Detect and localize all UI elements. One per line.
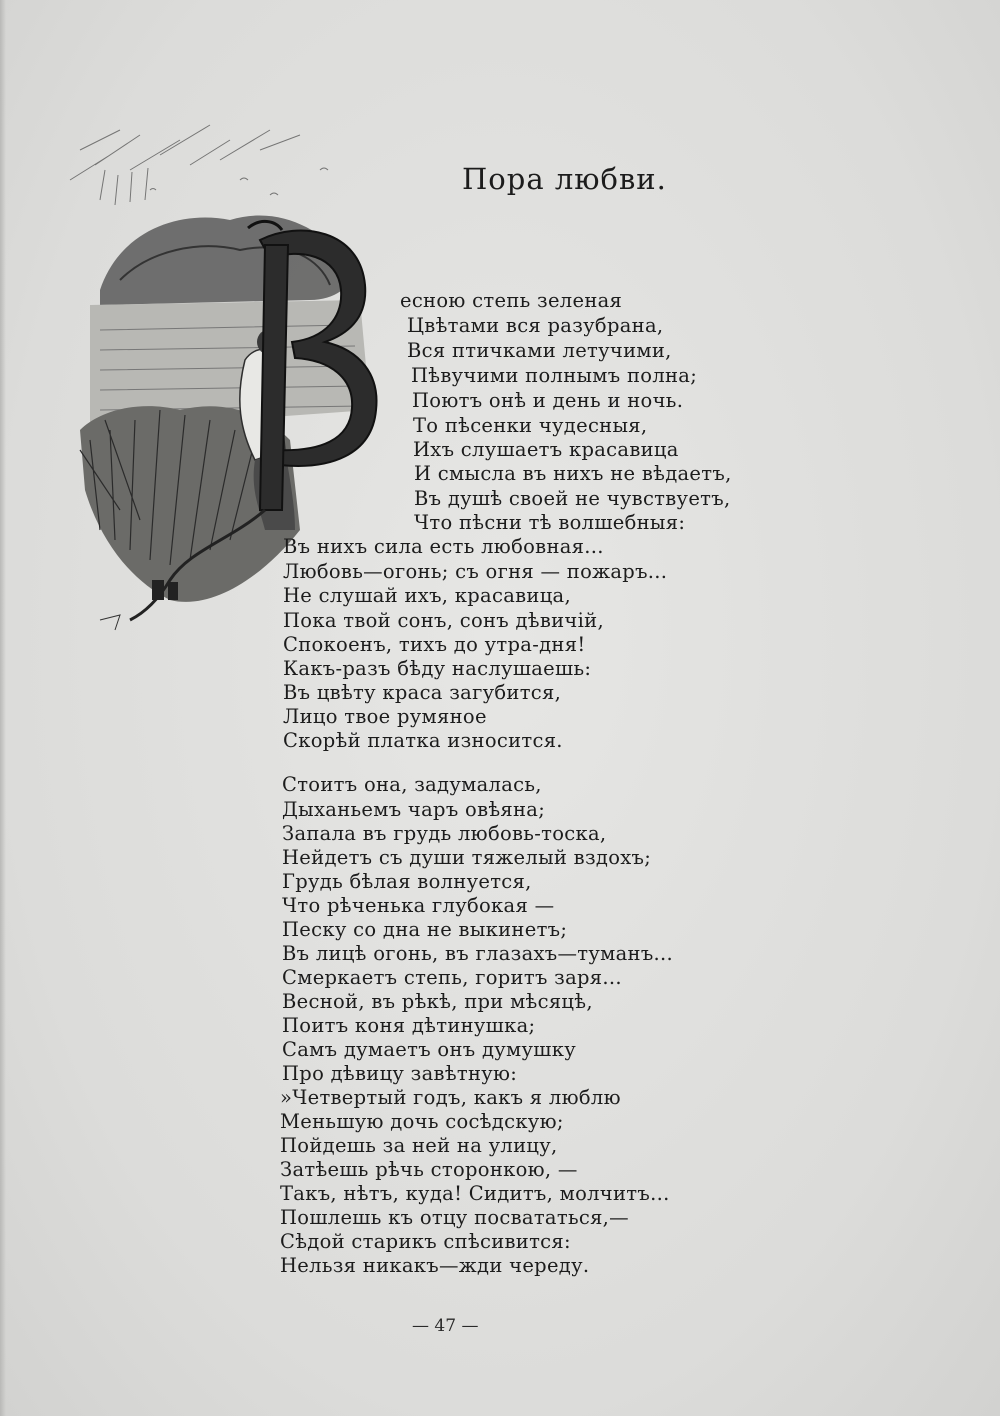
poem-line: Не слушай ихъ, красавица,: [283, 584, 571, 607]
poem-line: Въ лицѣ огонь, въ глазахъ—туманъ...: [282, 942, 674, 965]
poem-line: Затѣешь рѣчь сторонкою, —: [280, 1158, 578, 1181]
poem-line: Въ цвѣту краса загубится,: [283, 681, 562, 704]
poem-line: Пѣвучими полнымъ полна;: [411, 364, 698, 387]
poem-line: Лицо твое румяное: [283, 705, 487, 728]
poem-line: Что рѣченька глубокая —: [282, 894, 555, 917]
poem-line: Пока твой сонъ, сонъ дѣвичій,: [283, 609, 604, 632]
poem-line: »Четвертый годъ, какъ я люблю: [280, 1086, 621, 1109]
poem-line: Въ нихъ сила есть любовная...: [283, 535, 604, 558]
poem-line: Весной, въ рѣкѣ, при мѣсяцѣ,: [282, 990, 593, 1013]
poem-line: Пошлешь къ отцу посвататься,—: [280, 1206, 629, 1229]
poem-line: Сѣдой старикъ спѣсивится:: [280, 1230, 571, 1253]
poem-line: Про дѣвицу завѣтную:: [282, 1062, 518, 1085]
poem-line: Смеркаетъ степь, горитъ заря...: [282, 966, 622, 989]
poem-line: Спокоенъ, тихъ до утра-дня!: [283, 633, 586, 656]
poem-line: Стоитъ она, задумалась,: [282, 773, 542, 796]
poem-line: То пѣсенки чудесныя,: [413, 414, 648, 437]
poem-line: Нейдетъ съ души тяжелый вздохъ;: [282, 846, 652, 869]
poem-line: Грудь бѣлая волнуется,: [282, 870, 532, 893]
poem-line: Скорѣй платка износится.: [283, 729, 563, 752]
poem-line: Что пѣсни тѣ волшебныя:: [414, 511, 686, 534]
poem-line: Ихъ слушаетъ красавица: [413, 438, 679, 461]
poem-line: Самъ думаетъ онъ думушку: [282, 1038, 576, 1061]
poem-line: Дыханьемъ чаръ овѣяна;: [282, 798, 546, 821]
poem-line: Поютъ онѣ и день и ночь.: [412, 389, 684, 412]
poem-line: Меньшую дочь сосѣдскую;: [280, 1110, 564, 1133]
poem-line: Вся птичками летучими,: [407, 339, 672, 362]
poem-line: Какъ-разъ бѣду наслушаешь:: [283, 657, 592, 680]
poem-line: есною степь зеленая: [400, 289, 623, 312]
poem-line: Цвѣтами вся разубрана,: [407, 314, 664, 337]
poem-line: Песку со дна не выкинетъ;: [282, 918, 568, 941]
poem-line: Поитъ коня дѣтинушка;: [282, 1014, 536, 1037]
poem-line: Такъ, нѣтъ, куда! Сидитъ, молчитъ...: [280, 1182, 670, 1205]
poem-line: Любовь—огонь; съ огня — пожаръ...: [283, 560, 668, 583]
poem-line: Нельзя никакъ—жди череду.: [280, 1254, 590, 1277]
page-number: — 47 —: [412, 1316, 479, 1336]
poem-title: Пора любви.: [462, 162, 667, 196]
poem-line: Пойдешь за ней на улицу,: [280, 1134, 558, 1157]
poem-line: И смысла въ нихъ не вѣдаетъ,: [414, 462, 732, 485]
poem-line: Въ душѣ своей не чувствуетъ,: [414, 487, 731, 510]
poem-line: Запала въ грудь любовь-тоска,: [282, 822, 607, 845]
